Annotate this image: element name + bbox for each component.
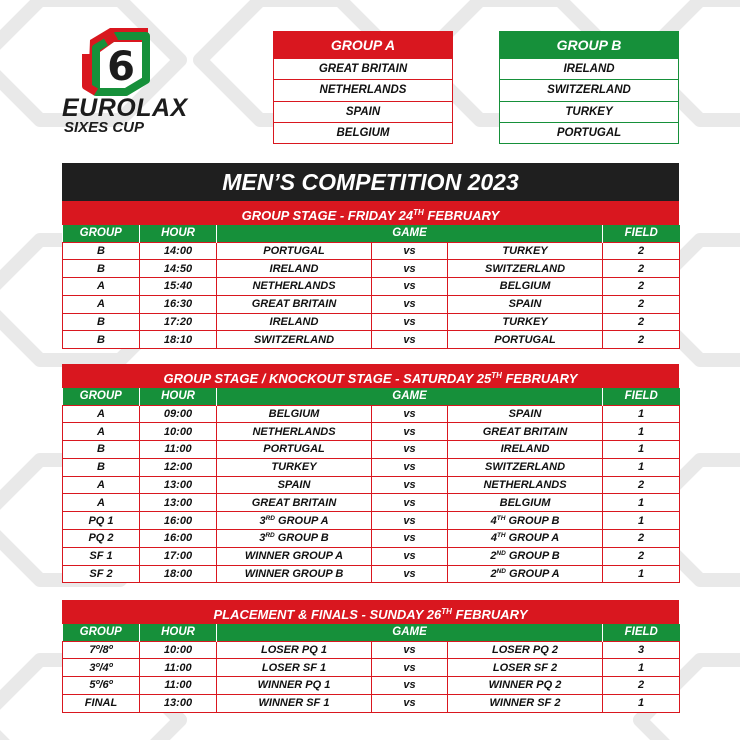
cell-hour: 13:00 [140, 694, 217, 712]
cell-away: TURKEY [448, 313, 603, 331]
col-header-group: GROUP [63, 388, 140, 405]
cell-field: 2 [603, 260, 680, 278]
cell-home: GREAT BRITAIN [217, 295, 372, 313]
cell-vs: vs [372, 476, 448, 494]
cell-hour: 16:00 [140, 530, 217, 548]
cell-away: NETHERLANDS [448, 476, 603, 494]
cell-group: SF 1 [63, 547, 140, 565]
schedule-table [62, 624, 680, 713]
cell-home: PORTUGAL [217, 242, 372, 260]
cell-group: B [63, 260, 140, 278]
cell-home: SPAIN [217, 476, 372, 494]
cell-vs: vs [372, 295, 448, 313]
cell-vs: vs [372, 659, 448, 677]
group-a-box [273, 31, 453, 144]
cell-hour: 10:00 [140, 641, 217, 659]
cell-field: 1 [603, 423, 680, 441]
cell-home: NETHERLANDS [217, 278, 372, 296]
cell-group: 5º/6º [63, 677, 140, 695]
table-row [63, 242, 680, 260]
cell-home: NETHERLANDS [217, 423, 372, 441]
cell-home: WINNER GROUP A [217, 547, 372, 565]
logo-wordmark [62, 96, 212, 136]
section-title: PLACEMENT & FINALS - SUNDAY 26TH FEBRUARY [62, 600, 679, 624]
logo-glyph: 6 [107, 44, 135, 90]
group-a-team: SPAIN [274, 101, 452, 122]
table-row [63, 530, 680, 548]
cell-group: B [63, 331, 140, 349]
cell-group: A [63, 278, 140, 296]
col-header-hour: HOUR [140, 624, 217, 641]
cell-group: 7º/8º [63, 641, 140, 659]
cell-hour: 13:00 [140, 494, 217, 512]
cell-away: SPAIN [448, 405, 603, 423]
group-b-box [499, 31, 679, 144]
cell-hour: 16:30 [140, 295, 217, 313]
cell-hour: 11:00 [140, 677, 217, 695]
cell-vs: vs [372, 278, 448, 296]
cell-field: 2 [603, 530, 680, 548]
cell-vs: vs [372, 441, 448, 459]
table-row [63, 458, 680, 476]
cell-home: PORTUGAL [217, 441, 372, 459]
cell-away: LOSER SF 2 [448, 659, 603, 677]
cell-group: B [63, 458, 140, 476]
cell-away: LOSER PQ 2 [448, 641, 603, 659]
cell-hour: 13:00 [140, 476, 217, 494]
cell-vs: vs [372, 547, 448, 565]
cell-vs: vs [372, 405, 448, 423]
cell-group: PQ 2 [63, 530, 140, 548]
table-row [63, 260, 680, 278]
cell-vs: vs [372, 423, 448, 441]
cell-field: 2 [603, 331, 680, 349]
cell-home: 3RD GROUP B [217, 530, 372, 548]
schedule-section-sunday [62, 600, 679, 713]
cell-home: SWITZERLAND [217, 331, 372, 349]
table-row [63, 677, 680, 695]
cell-vs: vs [372, 458, 448, 476]
cell-away: 2ND GROUP A [448, 565, 603, 583]
cell-home: GREAT BRITAIN [217, 494, 372, 512]
table-row [63, 565, 680, 583]
cell-field: 2 [603, 242, 680, 260]
cell-vs: vs [372, 313, 448, 331]
col-header-hour: HOUR [140, 225, 217, 242]
cell-hour: 12:00 [140, 458, 217, 476]
cell-field: 2 [603, 547, 680, 565]
group-b-team: PORTUGAL [500, 122, 678, 143]
cell-vs: vs [372, 641, 448, 659]
cell-away: WINNER SF 2 [448, 694, 603, 712]
cell-hour: 11:00 [140, 659, 217, 677]
cell-vs: vs [372, 512, 448, 530]
cell-vs: vs [372, 677, 448, 695]
cell-home: TURKEY [217, 458, 372, 476]
cell-home: IRELAND [217, 313, 372, 331]
cell-away: SPAIN [448, 295, 603, 313]
cell-vs: vs [372, 530, 448, 548]
group-b-team: IRELAND [500, 58, 678, 79]
group-b-team: SWITZERLAND [500, 79, 678, 100]
cell-vs: vs [372, 260, 448, 278]
cell-away: PORTUGAL [448, 331, 603, 349]
table-header-row [63, 388, 680, 405]
cell-group: B [63, 441, 140, 459]
logo-line1: EUROLAX [62, 94, 188, 122]
cell-away: BELGIUM [448, 278, 603, 296]
cell-hour: 10:00 [140, 423, 217, 441]
col-header-game: GAME [217, 624, 603, 641]
cell-field: 2 [603, 677, 680, 695]
section-title: GROUP STAGE / KNOCKOUT STAGE - SATURDAY 25TH FEBRUARY [62, 364, 679, 388]
cell-vs: vs [372, 565, 448, 583]
col-header-hour: HOUR [140, 388, 217, 405]
cell-home: LOSER SF 1 [217, 659, 372, 677]
cell-hour: 14:00 [140, 242, 217, 260]
table-row [63, 441, 680, 459]
group-b-team: TURKEY [500, 101, 678, 122]
cell-group: A [63, 405, 140, 423]
table-row [63, 547, 680, 565]
table-row [63, 278, 680, 296]
cell-home: WINNER GROUP B [217, 565, 372, 583]
cell-group: A [63, 295, 140, 313]
cell-hour: 17:20 [140, 313, 217, 331]
cell-field: 1 [603, 405, 680, 423]
cell-field: 3 [603, 641, 680, 659]
cell-home: LOSER PQ 1 [217, 641, 372, 659]
schedule-table [62, 225, 680, 349]
cell-field: 1 [603, 494, 680, 512]
cell-group: 3º/4º [63, 659, 140, 677]
table-header-row [63, 225, 680, 242]
col-header-field: FIELD [603, 388, 680, 405]
cell-hour: 09:00 [140, 405, 217, 423]
cell-field: 1 [603, 441, 680, 459]
cell-away: 4TH GROUP B [448, 512, 603, 530]
cell-away: 2ND GROUP B [448, 547, 603, 565]
cell-hour: 17:00 [140, 547, 217, 565]
table-row [63, 295, 680, 313]
group-a-title: GROUP A [274, 32, 452, 58]
cell-home: WINNER SF 1 [217, 694, 372, 712]
cell-hour: 14:50 [140, 260, 217, 278]
cell-vs: vs [372, 694, 448, 712]
table-row [63, 494, 680, 512]
cell-field: 1 [603, 458, 680, 476]
group-b-title: GROUP B [500, 32, 678, 58]
group-a-team: BELGIUM [274, 122, 452, 143]
group-a-team: NETHERLANDS [274, 79, 452, 100]
table-row [63, 512, 680, 530]
cell-away: 4TH GROUP A [448, 530, 603, 548]
cell-vs: vs [372, 242, 448, 260]
cell-group: B [63, 242, 140, 260]
cell-field: 2 [603, 278, 680, 296]
table-row [63, 313, 680, 331]
table-row [63, 331, 680, 349]
cell-home: WINNER PQ 1 [217, 677, 372, 695]
table-row [63, 476, 680, 494]
cell-hour: 16:00 [140, 512, 217, 530]
col-header-game: GAME [217, 225, 603, 242]
cell-home: 3RD GROUP A [217, 512, 372, 530]
cell-hour: 18:00 [140, 565, 217, 583]
cell-vs: vs [372, 331, 448, 349]
cell-field: 1 [603, 659, 680, 677]
cell-away: SWITZERLAND [448, 260, 603, 278]
cell-away: IRELAND [448, 441, 603, 459]
cell-hour: 15:40 [140, 278, 217, 296]
col-header-group: GROUP [63, 225, 140, 242]
table-row [63, 694, 680, 712]
cell-away: GREAT BRITAIN [448, 423, 603, 441]
cell-group: A [63, 476, 140, 494]
cell-home: BELGIUM [217, 405, 372, 423]
cell-group: FINAL [63, 694, 140, 712]
cell-field: 2 [603, 476, 680, 494]
cell-hour: 18:10 [140, 331, 217, 349]
cell-group: PQ 1 [63, 512, 140, 530]
group-a-team: GREAT BRITAIN [274, 58, 452, 79]
col-header-field: FIELD [603, 624, 680, 641]
cell-field: 1 [603, 694, 680, 712]
col-header-field: FIELD [603, 225, 680, 242]
cell-hour: 11:00 [140, 441, 217, 459]
cell-field: 2 [603, 313, 680, 331]
table-row [63, 641, 680, 659]
schedule-section-friday [62, 201, 679, 349]
cell-vs: vs [372, 494, 448, 512]
col-header-group: GROUP [63, 624, 140, 641]
table-row [63, 659, 680, 677]
cell-field: 1 [603, 565, 680, 583]
table-row [63, 405, 680, 423]
table-header-row [63, 624, 680, 641]
schedule-section-saturday [62, 364, 679, 583]
cell-away: TURKEY [448, 242, 603, 260]
page-title: MEN’S COMPETITION 2023 [62, 163, 679, 201]
cell-away: BELGIUM [448, 494, 603, 512]
logo-line2: SIXES CUP [64, 119, 145, 136]
cell-group: A [63, 494, 140, 512]
section-title: GROUP STAGE - FRIDAY 24TH FEBRUARY [62, 201, 679, 225]
cell-group: B [63, 313, 140, 331]
cell-field: 1 [603, 512, 680, 530]
cell-group: A [63, 423, 140, 441]
cell-away: SWITZERLAND [448, 458, 603, 476]
cell-field: 2 [603, 295, 680, 313]
table-row [63, 423, 680, 441]
cell-group: SF 2 [63, 565, 140, 583]
cell-home: IRELAND [217, 260, 372, 278]
schedule-table [62, 388, 680, 583]
col-header-game: GAME [217, 388, 603, 405]
cell-away: WINNER PQ 2 [448, 677, 603, 695]
